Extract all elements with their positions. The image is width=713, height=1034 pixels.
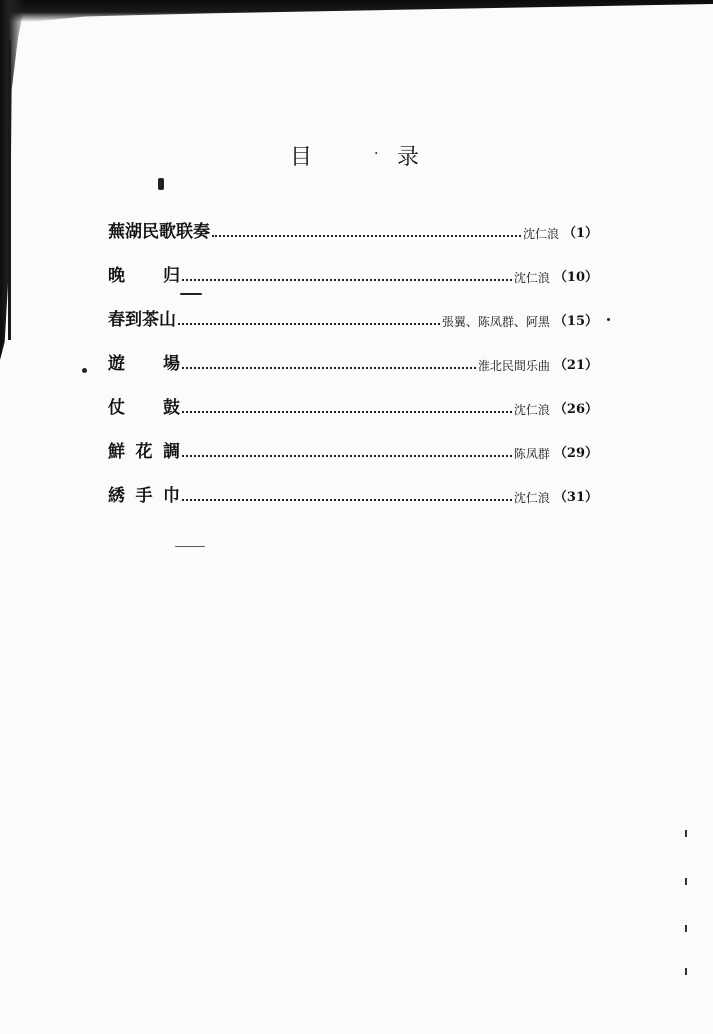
toc-entry[interactable] bbox=[108, 476, 598, 506]
toc-entry[interactable] bbox=[108, 300, 598, 330]
scan-mark bbox=[685, 830, 687, 837]
dot-leader bbox=[182, 367, 476, 369]
dot-leader bbox=[182, 455, 512, 457]
toc-title-char: 归 bbox=[163, 266, 180, 286]
toc-entry-author: 沈仁浪 bbox=[513, 403, 550, 417]
toc-entry-author: 沈仁浪 bbox=[513, 491, 550, 505]
toc-entry-page: （29） bbox=[553, 446, 598, 461]
toc-title-char: 場 bbox=[163, 354, 180, 374]
toc-entry-title: 春到茶山 bbox=[108, 310, 176, 330]
toc-entry[interactable] bbox=[108, 256, 598, 286]
toc-entry-page: （1） bbox=[562, 226, 598, 241]
toc-entry-page: （31） bbox=[553, 490, 598, 505]
toc-title-char: 鼓 bbox=[163, 398, 180, 418]
toc-title-char: 綉 bbox=[108, 486, 125, 506]
toc-title-char: 仗 bbox=[108, 398, 125, 418]
toc-entry-title bbox=[108, 486, 180, 506]
toc-entry-title: 蕪湖民歌联奏 bbox=[108, 222, 210, 242]
scan-shadow-top bbox=[0, 0, 713, 22]
toc-title-char: 遊 bbox=[108, 354, 125, 374]
toc-title-char: 晚 bbox=[108, 266, 125, 286]
toc-entry-page: （21） bbox=[553, 358, 598, 373]
title-char-left: 目 bbox=[290, 145, 315, 170]
dot-leader bbox=[178, 323, 440, 325]
scan-speck bbox=[180, 293, 202, 295]
scan-shadow-left bbox=[0, 0, 26, 360]
toc-title-char: 花 bbox=[135, 442, 153, 462]
toc-entry-title bbox=[108, 442, 180, 462]
toc-entry[interactable] bbox=[108, 212, 598, 242]
dot-leader bbox=[182, 499, 512, 501]
scan-mark bbox=[685, 968, 687, 975]
toc-entry-author: 張翼、陈凤群、阿黑 bbox=[441, 315, 550, 329]
title-dot: · bbox=[374, 146, 381, 162]
toc-entry-author: 沈仁浪 bbox=[513, 271, 550, 285]
toc-entry-title bbox=[108, 398, 180, 418]
toc-entry-page: （10） bbox=[553, 270, 598, 285]
toc-entry-author: 淮北民間乐曲 bbox=[477, 359, 550, 373]
scan-mark bbox=[685, 878, 687, 885]
toc-title-char: 調 bbox=[163, 442, 180, 462]
toc-entry-page: （26） bbox=[553, 402, 598, 417]
scan-mark bbox=[685, 925, 687, 932]
toc-entry-title bbox=[108, 266, 180, 286]
toc-entry-page: （15） bbox=[553, 314, 598, 329]
dot-leader bbox=[212, 235, 521, 237]
toc-title-char: 手 bbox=[135, 486, 153, 506]
title-char-right: 录 bbox=[397, 145, 422, 170]
scan-speck bbox=[607, 318, 610, 321]
scan-speck bbox=[175, 546, 205, 547]
toc-entry[interactable] bbox=[108, 388, 598, 418]
scan-speck bbox=[82, 368, 87, 373]
toc-entry[interactable] bbox=[108, 432, 598, 462]
toc-entry-title bbox=[108, 354, 180, 374]
scan-speck bbox=[158, 178, 164, 190]
toc-entry-author: 陈凤群 bbox=[513, 447, 550, 461]
dot-leader bbox=[182, 411, 512, 413]
toc-entry[interactable] bbox=[108, 344, 598, 374]
toc-entry-author: 沈仁浪 bbox=[522, 227, 559, 241]
toc-title-char: 巾 bbox=[163, 486, 180, 506]
toc-title-char: 鮮 bbox=[108, 442, 125, 462]
dot-leader bbox=[182, 279, 512, 281]
binding-edge bbox=[8, 40, 11, 340]
